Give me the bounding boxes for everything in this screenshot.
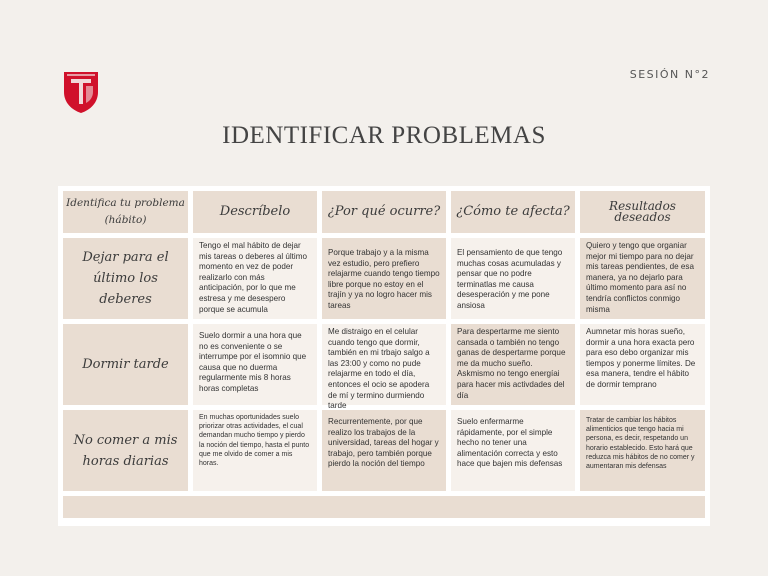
row-problem: Dejar para el último los deberes [63,238,188,319]
row-effect: Suelo enfermarme rápidamente, por el simple hecho no tener una alimentación correcta y esto hace que bajen mis defensas [451,410,575,491]
row-why: Porque trabajo y a la misma vez estudio, pero prefiero relajarme cuando tengo tiempo libre porque no estoy en el trajín y ya no logro hacer mis tareas [322,238,446,319]
header-describe: Descríbelo [193,191,317,233]
row-description: Suelo dormir a una hora que no es conveniente o se interrumpe por el isomnio que causa que no duerma regularmente mis 8 horas horas completas [193,324,317,405]
row-problem: Dormir tarde [63,324,188,405]
row-result: Tratar de cambiar los hábitos alimenticios que tengo hacia mi persona, es decir, respetando un horario establecido. Esto hará que reduzca mis hábitos de no comer y aumentaran mis defensas [580,410,705,491]
row-why: Recurrentemente, por que realizo los trabajos de la universidad, tareas del hogar y trabajo, pero también porque pierdo la noción del tiempo [322,410,446,491]
header-effect: ¿Cómo te afecta? [451,191,575,233]
empty-footer-row [63,496,705,518]
header-why: ¿Por qué ocurre? [322,191,446,233]
session-label: SESIÓN N°2 [629,68,710,81]
row-result: Aumnetar mis horas sueño, dormir a una hora exacta pero para eso debo organizar mis tiempos y ponerme límites. De esa manera, tendre el hábito de dormir temprano [580,324,705,405]
row-description: Tengo el mal hábito de dejar mis tareas o deberes al último momento en vez de poder realizarlo con más anticipación, por lo que me estresa y me desespero porque se acumula [193,238,317,319]
row-why: Me distraigo en el celular cuando tengo que dormir, también en mi trbajo salgo a las 23:00 y como no pude relajarme en todo el día, entonces el ocio se apodera de mí y termino durmiendo tarde [322,324,446,405]
header-problem: Identifica tu problema (hábito) [63,191,188,233]
problems-table [58,186,710,526]
row-effect: El pensamiento de que tengo muchas cosas acumuladas y pensar que no podre terminatlas me causa desesperación y me pone ansiosa [451,238,575,319]
row-problem: No comer a mis horas diarias [63,410,188,491]
page-title: IDENTIFICAR PROBLEMAS [222,122,546,149]
row-effect: Para despertarme me siento cansada o también no tengo ganas de despertarme porque me da mucho sueño. Askmismo no tengo energíai para hacer mis activdades del día [451,324,575,405]
header-result: Resultados deseados [580,191,705,233]
university-shield-logo [62,70,100,114]
row-result: Quiero y tengo que organiar mejor mi tiempo para no dejar mis tareas pendientes, de esa manera, ya no dejarlo para último momento para así no tendría conflictos conmigo misma [580,238,705,319]
row-description: En muchas oportunidades suelo priorizar otras actividades, el cual demandan mucho tiempo y pierdo la noción del tiempo, hasta el punto que me olvido de comer a mis horas. [193,410,317,491]
